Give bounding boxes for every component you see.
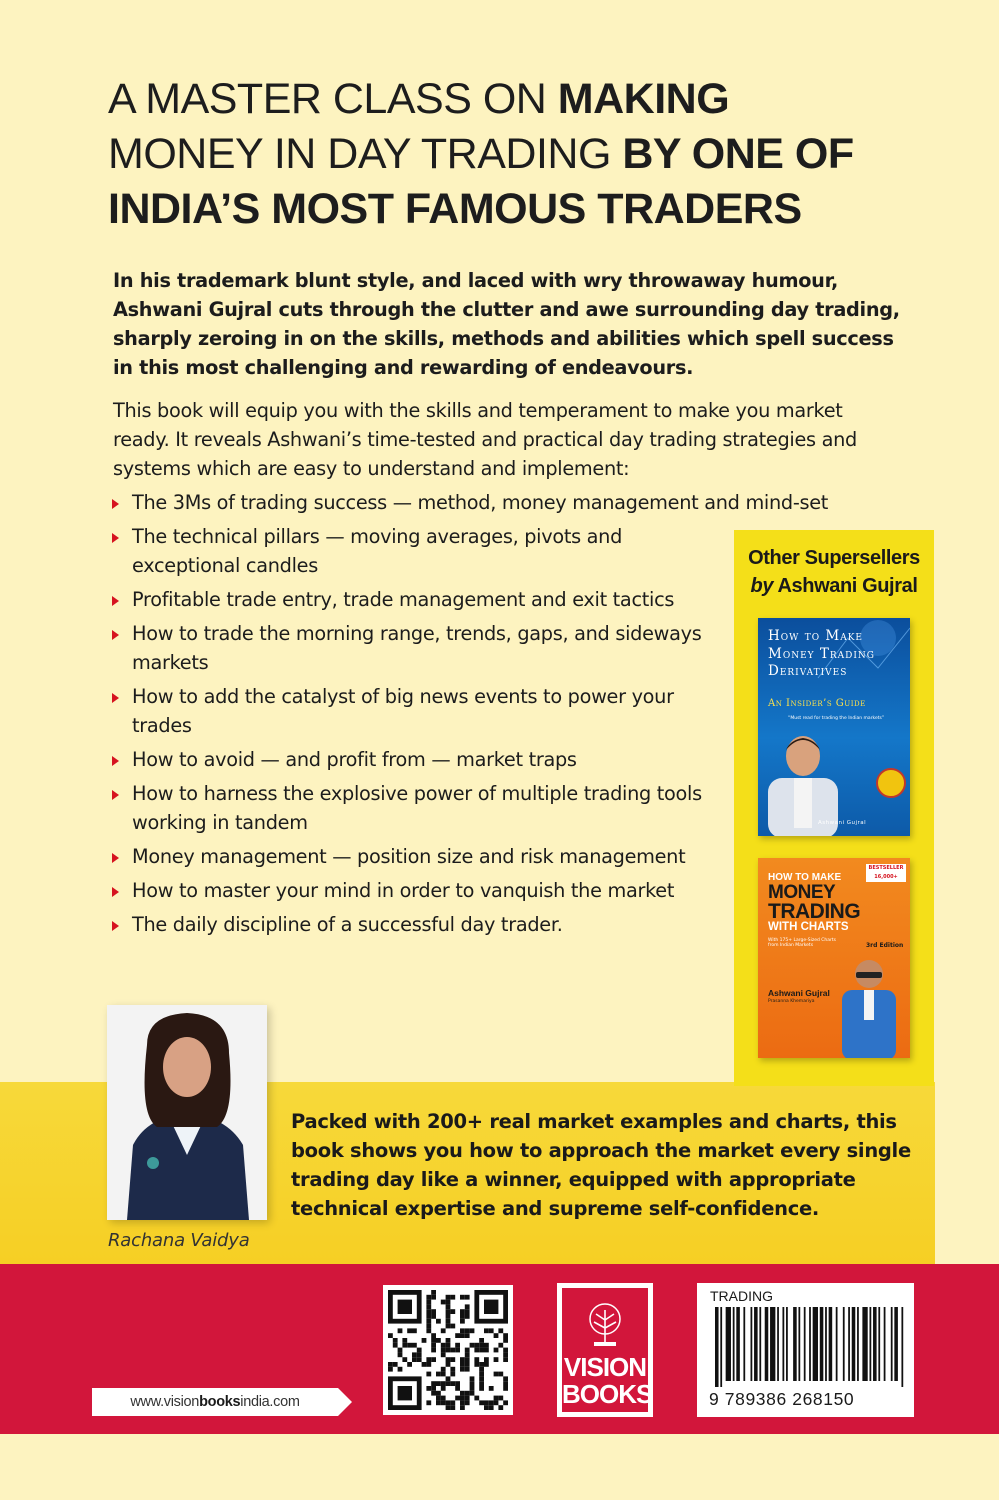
headline	[108, 72, 968, 237]
list-item: How to avoid — and profit from — market traps	[112, 745, 732, 774]
book2-line4: WITH CHARTS	[768, 921, 849, 933]
list-item: The technical pillars — moving averages, pivots and exceptional candles	[112, 522, 732, 580]
qr-code	[383, 1285, 513, 1415]
isbn-number: 9 789386 268150	[709, 1389, 855, 1409]
supersellers-author: Ashwani Gujral	[777, 575, 918, 597]
logo-vision-text: VISION	[563, 1352, 647, 1382]
photo-caption: Rachana Vaidya	[108, 1230, 250, 1251]
bestseller-badge-icon	[876, 768, 906, 798]
book2-line2: MONEY	[768, 882, 836, 903]
qr-code-icon	[383, 1285, 513, 1415]
headline-part4: BY ONE OF INDIA’S MOST FAMOUS TRADERS	[108, 130, 854, 233]
author-photo-illustration	[107, 1005, 267, 1220]
bullet-icon	[112, 756, 119, 766]
supersellers-by: by	[750, 575, 774, 597]
intro-paragraph: In his trademark blunt style, and laced with wry throwaway humour, Ashwani Gujral cuts through the clutter and awe surrounding day trading, sharply zeroing in on the skills, methods and abilities which spell success in this most challenging and rewarding of endeavours.	[113, 269, 900, 379]
publisher-logo	[557, 1283, 653, 1417]
book-cover-derivatives	[758, 618, 910, 836]
book2-tagline: With 175+ Large-Sized Charts from Indian Markets	[768, 938, 836, 948]
bullet-icon	[112, 887, 119, 897]
list-item: How to harness the explosive power of multiple trading tools working in tandem	[112, 779, 732, 837]
author-photo	[107, 1005, 267, 1220]
book1-author: Ashwani Gujral	[818, 820, 867, 826]
book2-line1: HOW TO MAKE	[768, 872, 842, 883]
book1-title: How to Make Money Trading Derivatives	[768, 628, 875, 679]
bullet-icon	[112, 790, 119, 800]
supersellers-line1: Other Supersellers	[748, 547, 920, 569]
book-cover-charts	[758, 858, 910, 1058]
barcode-category: TRADING	[710, 1288, 773, 1304]
footer-bottom-margin	[0, 1434, 999, 1500]
barcode-icon	[715, 1307, 905, 1387]
list-item: How to add the catalyst of big news events to power your trades	[112, 682, 732, 740]
list-item: Money management — position size and risk management	[112, 842, 732, 871]
book1-quote: “Must read for trading the Indian markets”	[788, 716, 885, 721]
bullet-icon	[112, 596, 119, 606]
bullet-icon	[112, 630, 119, 640]
promo-text: Packed with 200+ real market examples and charts, this book shows you how to approach the market every single trading day like a winner, equipped with appropriate technical expertise and supreme self-confidence.	[291, 1110, 911, 1220]
headline-part3: MONEY IN DAY TRADING	[108, 130, 623, 178]
list-item: The 3Ms of trading success — method, money management and mind-set	[112, 488, 892, 517]
bullet-icon	[112, 921, 119, 931]
book2-edition: 3rd Edition	[866, 942, 904, 949]
book2-line3: TRADING	[768, 900, 861, 923]
description-paragraph: This book will equip you with the skills and temperament to make you market ready. It reveals Ashwani’s time-tested and practical day trading strategies and systems which are easy to understand and implement:	[113, 399, 857, 480]
headline-part2: MAKING	[557, 75, 730, 123]
book2-coauthor: Prasanna Khemariya	[768, 999, 815, 1004]
bullet-icon	[112, 693, 119, 703]
list-item: How to master your mind in order to vanquish the market	[112, 876, 732, 905]
bullet-icon	[112, 533, 119, 543]
list-item: The daily discipline of a successful day trader.	[112, 910, 732, 939]
book1-subtitle: An Insider’s Guide	[768, 698, 866, 709]
isbn-barcode	[697, 1283, 914, 1417]
logo-books-text: BOOKS	[562, 1379, 653, 1409]
list-item: Profitable trade entry, trade management and exit tactics	[112, 585, 732, 614]
book2-author-photo	[828, 950, 910, 1058]
tree-logo-icon	[586, 1302, 624, 1348]
list-item: How to trade the morning range, trends, gaps, and sideways markets	[112, 619, 732, 677]
bullet-icon	[112, 499, 119, 509]
bullet-icon	[112, 853, 119, 863]
website-link[interactable]: www.visionbooksindia.com	[92, 1388, 338, 1416]
book2-bestseller-badge: BESTSELLER 16,000+	[866, 864, 906, 882]
headline-part1: A MASTER CLASS ON	[108, 75, 558, 123]
supersellers-heading	[736, 544, 932, 600]
book2-author: Ashwani Gujral	[768, 988, 830, 998]
